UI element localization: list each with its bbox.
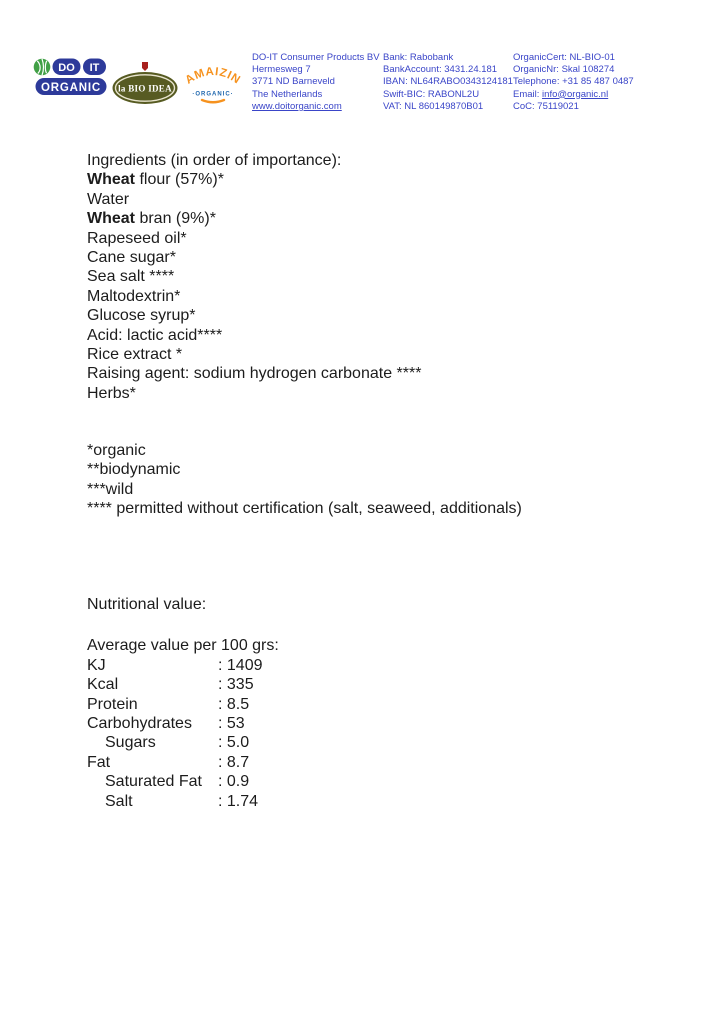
amaizin-logo-text: AMAIZIN xyxy=(183,65,243,87)
nutrition-row xyxy=(87,675,279,694)
bioidea-logo-graphic xyxy=(112,60,178,106)
nutrition-label: Salt xyxy=(105,792,133,810)
cert-line: OrganicNr: Skal 108274 xyxy=(513,64,615,76)
svg-text:AMAIZIN xyxy=(183,66,242,87)
ingredient-line xyxy=(87,248,421,267)
amaizin-logo-organic-text: ·ORGANIC· xyxy=(192,91,234,98)
nutrition-label: Fat xyxy=(87,753,111,771)
doit-organic-logo xyxy=(33,57,109,104)
nutrition-row xyxy=(87,792,279,811)
bioidea-crest-icon xyxy=(142,62,148,71)
ingredient-line xyxy=(87,190,421,209)
bank-line: Bank: Rabobank xyxy=(383,52,454,63)
doit-logo-do: DO xyxy=(58,61,75,74)
ingredient-bold: Wheat xyxy=(87,171,135,189)
email-label: Email: xyxy=(513,88,543,100)
bank-line: IBAN: NL64RABO0343124181 xyxy=(383,76,513,88)
ingredients-heading: Ingredients (in order of importance): xyxy=(87,152,342,169)
nutrition-label: Sugars xyxy=(105,734,156,752)
ingredient-line xyxy=(87,345,421,364)
coc-line: CoC: 75119021 xyxy=(513,100,579,112)
nutrition-title: Nutritional value: xyxy=(87,596,207,613)
doit-organic-logo-graphic xyxy=(33,57,109,99)
email-link[interactable]: info@organic.nl xyxy=(542,88,609,100)
ingredient-text: Water xyxy=(87,190,130,208)
legend-line: *organic xyxy=(87,442,146,459)
nutrition-label: Kcal xyxy=(87,676,119,694)
asterisk-legend-section xyxy=(87,441,522,519)
ingredient-text: Maltodextrin* xyxy=(87,287,181,305)
ingredient-line xyxy=(87,267,421,286)
letterhead-certs-column xyxy=(513,52,634,113)
ingredient-text: bran (9%)* xyxy=(135,210,216,228)
letterhead-address-column xyxy=(252,52,380,113)
ingredient-line xyxy=(87,209,421,228)
ingredients-section xyxy=(87,151,421,403)
nutrition-row xyxy=(87,753,279,772)
nutrition-label: Saturated Fat xyxy=(105,773,202,791)
ingredient-line xyxy=(87,287,421,306)
nutrition-value: : 335 xyxy=(218,676,254,694)
legend-line: **biodynamic xyxy=(87,461,181,479)
ingredient-line xyxy=(87,326,421,345)
bank-line: BankAccount: 3431.24.181 xyxy=(383,64,498,76)
amaizin-logo-graphic xyxy=(179,54,247,109)
nutrition-value: : 8.5 xyxy=(218,695,250,713)
amaizin-swoosh-icon xyxy=(202,100,224,102)
nutrition-row xyxy=(87,656,279,675)
bioidea-logo-text: la BIO IDEA xyxy=(118,83,172,94)
nutrition-label: Carbohydrates xyxy=(87,715,192,733)
address-line: Hermesweg 7 xyxy=(252,64,311,76)
nutrition-row xyxy=(87,714,279,733)
ingredient-text: Rapeseed oil* xyxy=(87,229,187,247)
nutrition-value: : 5.0 xyxy=(218,734,250,752)
doit-logo-organic: ORGANIC xyxy=(41,82,101,94)
ingredient-text: Raising agent: sodium hydrogen carbonate **** xyxy=(87,365,422,383)
ingredient-text: Acid: lactic acid**** xyxy=(87,326,223,344)
ingredient-line xyxy=(87,364,421,383)
amaizin-logo xyxy=(179,54,247,114)
address-line: The Netherlands xyxy=(252,88,323,100)
address-line: 3771 ND Barneveld xyxy=(252,76,335,88)
legend-line: **** permitted without certification (salt, seaweed, additionals) xyxy=(87,500,522,518)
ingredient-text: Herbs* xyxy=(87,384,136,402)
ingredient-line xyxy=(87,229,421,248)
ingredient-text: Glucose syrup* xyxy=(87,307,196,325)
ingredient-line xyxy=(87,170,421,189)
bank-line: VAT: NL 860149870B01 xyxy=(383,100,484,112)
cert-line: OrganicCert: NL-BIO-01 xyxy=(513,52,615,63)
email-line xyxy=(513,89,634,101)
company-name: DO-IT Consumer Products BV xyxy=(252,52,380,63)
nutrition-value: : 8.7 xyxy=(218,753,250,771)
nutrition-subtitle: Average value per 100 grs: xyxy=(87,637,279,655)
nutrition-label: Protein xyxy=(87,695,138,713)
website-link[interactable]: www.doitorganic.com xyxy=(252,100,342,112)
nutrition-row xyxy=(87,772,279,791)
ingredient-text: Rice extract * xyxy=(87,346,183,364)
leaf-globe-icon xyxy=(34,59,51,76)
letterhead-bank-column xyxy=(383,52,513,113)
nutrition-value: : 0.9 xyxy=(218,773,250,791)
ingredient-line xyxy=(87,384,421,403)
nutrition-row xyxy=(87,733,279,752)
ingredient-text: Cane sugar* xyxy=(87,249,176,267)
nutrition-section xyxy=(87,595,279,811)
legend-line: ***wild xyxy=(87,480,134,498)
nutrition-value: : 1409 xyxy=(218,656,263,674)
nutrition-row xyxy=(87,695,279,714)
nutrition-value: : 1.74 xyxy=(218,792,259,810)
bioidea-logo xyxy=(112,60,178,111)
ingredient-text: Sea salt **** xyxy=(87,268,175,286)
nutrition-label: KJ xyxy=(87,656,106,674)
doit-logo-it: IT xyxy=(89,61,100,74)
spacer xyxy=(87,614,279,636)
cert-line: Telephone: +31 85 487 0487 xyxy=(513,76,634,88)
bank-line: Swift-BIC: RABONL2U xyxy=(383,88,480,100)
ingredient-text: flour (57%)* xyxy=(135,171,224,189)
nutrition-value: : 53 xyxy=(218,715,245,733)
ingredient-line xyxy=(87,306,421,325)
ingredient-bold: Wheat xyxy=(87,210,135,228)
